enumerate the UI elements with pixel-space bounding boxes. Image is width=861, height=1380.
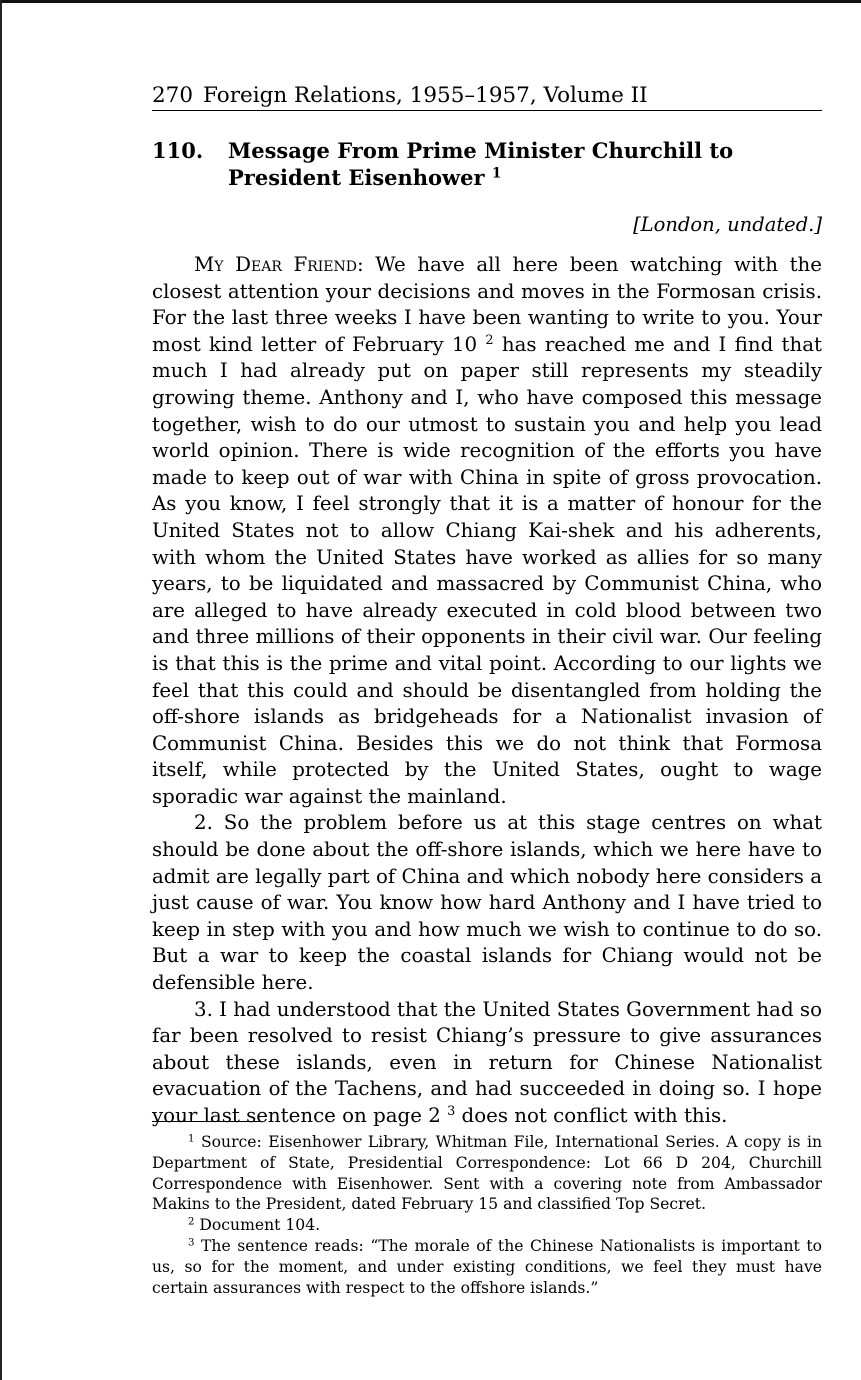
footnote-3 bbox=[152, 1236, 822, 1298]
footnote-ref-2: 2 bbox=[485, 332, 494, 348]
footnote-1 bbox=[152, 1132, 822, 1215]
letter-body bbox=[152, 252, 822, 1130]
running-head bbox=[152, 82, 822, 111]
page-number: 270 bbox=[152, 83, 194, 108]
footnote-ref-1: 1 bbox=[491, 165, 502, 182]
footnote-1-text: Source: Eisenhower Library, Whitman File, International Series. A copy is in Department of State, Presidential Correspondence: Lot 66 D 204, Churchill Correspondence with Eisenhower. Sent with a covering note from Ambassador Makins to the President, dated February 15 and classified Top Secret. bbox=[152, 1133, 822, 1214]
footnote-2 bbox=[152, 1215, 822, 1236]
salutation: My Dear Friend: bbox=[194, 253, 364, 276]
paragraph-3 bbox=[152, 997, 822, 1130]
footnote-2-text: Document 104. bbox=[194, 1216, 321, 1235]
footnotes bbox=[152, 1132, 822, 1298]
document-number: 110. bbox=[152, 138, 204, 163]
footnote-ref-3: 3 bbox=[447, 1103, 456, 1119]
footnote-1-number: 1 bbox=[188, 1133, 195, 1145]
paragraph-3-text-a: 3. I had understood that the United States Government had so far been resolved to resist Chiang’s pressure to give assurances about these islands, even in return for Chinese Nationalist evacuation of the Tachens, and had succeeded in doing so. I hope your last sentence on page 2 bbox=[152, 997, 822, 1127]
footnote-separator bbox=[152, 1121, 260, 1122]
paragraph-1-text-a: We have all here been watching with the closest attention your decisions and moves in the Formosan crisis. For the last three weeks I have been wanting to write to you. Your most kind letter of February 10 bbox=[152, 253, 822, 356]
footnote-3-text: The sentence reads: “The morale of the Chinese Nationalists is important to us, so for the moment, and under existing conditions, we feel they must have certain assurances with respect to the offshore islands.” bbox=[152, 1236, 822, 1297]
scan-top-border bbox=[0, 0, 861, 3]
footnote-3-number: 3 bbox=[188, 1237, 195, 1249]
document-title-text: Message From Prime Minister Churchill to President Eisenhower bbox=[228, 138, 734, 190]
paragraph-1-text-b: has reached me and I find that much I had already put on paper still represents my steadily growing theme. Anthony and I, who have composed this message together, wish to do our utmost to sustain you and help you lead world opinion. There is wide recognition of the efforts you have made to keep out of war with China in spite of gross provocation. As you know, I feel strongly that it is a matter of honour for the United States not to allow Chiang Kai-shek and his adherents, with whom the United States have worked as allies for so many years, to be liquidated and massacred by Communist China, who are alleged to have already executed in cold blood between two and three millions of their opponents in their civil war. Our feeling is that this is the prime and vital point. According to our lights we feel that this could and should be disentangled from holding the off-shore islands as bridgeheads for a Nationalist invasion of Communist China. Besides this we do not think that Formosa itself, while protected by the United States, ought to wage sporadic war against the mainland. bbox=[152, 332, 822, 808]
document-title bbox=[228, 137, 822, 191]
footnote-2-number: 2 bbox=[188, 1216, 195, 1228]
paragraph-3-text-b: does not conflict with this. bbox=[455, 1104, 728, 1127]
dateline: [London, undated.] bbox=[633, 213, 822, 236]
paragraph-1 bbox=[152, 252, 822, 810]
running-head-title: Foreign Relations, 1955–1957, Volume II bbox=[203, 83, 648, 108]
scan-left-border bbox=[0, 0, 2, 1380]
paragraph-2: 2. So the problem before us at this stage centres on what should be done about the off-shore islands, which we here have to admit are legally part of China and which nobody here considers a just cause of war. You know how hard Anthony and I have tried to keep in step with you and how much we wish to continue to do so. But a war to keep the coastal islands for Chiang would not be defensible here. bbox=[152, 811, 822, 995]
